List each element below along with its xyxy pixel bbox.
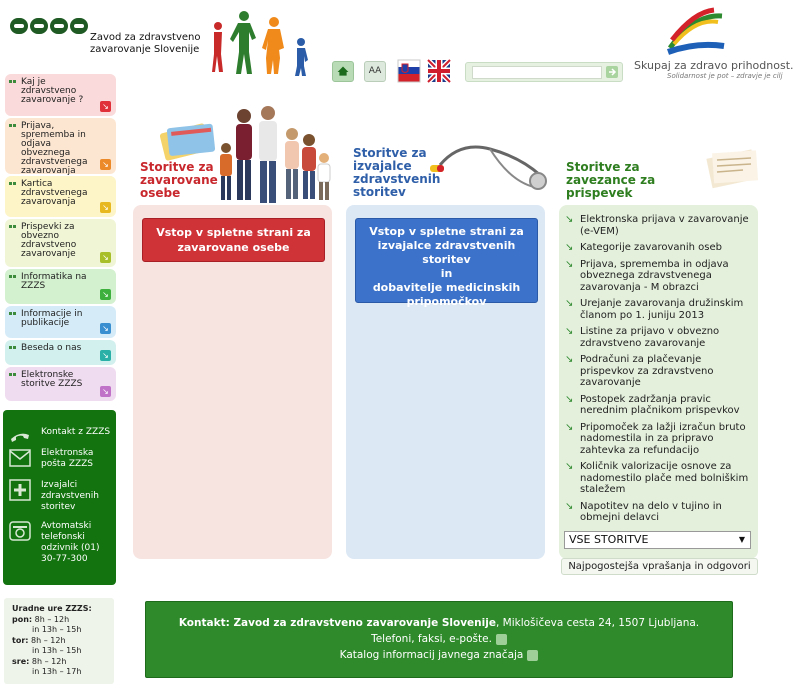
bullet-icon: [9, 80, 17, 84]
service-link[interactable]: [563, 422, 755, 457]
providers-title-line2: izvajalce: [353, 159, 412, 173]
search-submit-button[interactable]: [606, 66, 618, 78]
stethoscope-illustration: [430, 135, 550, 195]
campaign-tagline-sub: Solidarnost je pot – zdravje je cilj: [667, 72, 783, 80]
providers-label: Izvajalci zdravstvenih storitev: [41, 480, 99, 512]
bullet-icon: [9, 312, 17, 316]
office-hours-time-afternoon: in 13h – 15h: [32, 646, 82, 655]
footer-catalog-label: Katalog informacij javnega značaja: [339, 649, 524, 661]
documents-illustration: [703, 144, 759, 188]
service-link-label: Prijava, sprememba in odjava obveznega zdravstvenega zavarovanja - M obrazci: [580, 258, 729, 293]
providers-title-line1: Storitve za: [353, 146, 427, 160]
service-link-label: Kategorije zavarovanih oseb: [580, 242, 722, 253]
office-hours-row: [12, 636, 106, 647]
office-hours: [4, 598, 114, 684]
campaign-tagline: Skupaj za zdravo prihodnost.: [634, 59, 794, 72]
footer-contact-box: [145, 601, 733, 678]
zzzs-logo[interactable]: [10, 14, 92, 38]
service-link-label: Količnik valorizacije osnove za nadomestilo plače med bolniškim staležem: [580, 461, 749, 495]
silhouette-green: [230, 11, 256, 74]
office-hours-row: [12, 657, 106, 668]
bullet-icon: [9, 373, 17, 377]
office-hours-day: sre:: [12, 656, 30, 666]
taxpayers-title-line3: prispevek: [566, 186, 633, 200]
service-link[interactable]: [563, 326, 755, 349]
service-link[interactable]: [563, 501, 755, 524]
footer-catalog-link[interactable]: [146, 647, 732, 663]
footer-contact-address: , Miklošičeva cesta 24, 1507 Ljubljana.: [495, 617, 700, 629]
sidebar-nav-item[interactable]: [5, 176, 116, 217]
providers-button-line2: izvajalce zdravstvenih storitev: [377, 239, 516, 266]
arrow-down-right-icon: ↘: [565, 298, 574, 309]
providers-column-title: [353, 147, 440, 199]
logo-name-line2: zavarovanje Slovenije: [90, 44, 200, 55]
footer-line1: [146, 615, 732, 631]
service-link[interactable]: [563, 298, 755, 321]
sidebar-nav-item[interactable]: [5, 219, 116, 267]
sidebar-nav-label: Kaj je zdravstveno zavarovanje ?: [21, 77, 84, 105]
arrow-down-right-icon: ↘: [565, 214, 574, 225]
faq-button[interactable]: Najpogostejša vprašanja in odgovori: [561, 558, 758, 575]
providers-title-line3: zdravstvenih: [353, 172, 441, 186]
arrow-down-right-icon: ↘: [100, 289, 111, 300]
bullet-icon: [9, 124, 17, 128]
campaign-logo-icon: [664, 6, 726, 58]
services-select[interactable]: [564, 531, 751, 549]
service-link-label: Pripomoček za lažji izračun bruto nadomestila in za pripravo zahtevka za refundacijo: [580, 421, 746, 456]
service-link[interactable]: [563, 242, 755, 254]
silhouette-red: [212, 22, 223, 72]
footer-phones-link[interactable]: [146, 631, 732, 647]
bullet-icon: [9, 346, 17, 350]
silhouette-blue: [295, 38, 308, 76]
sidebar-nav-item[interactable]: [5, 269, 116, 304]
english-flag-button[interactable]: [428, 60, 450, 82]
bullet-icon: [9, 225, 17, 229]
service-link[interactable]: [563, 214, 755, 237]
service-link-label: Elektronska prijava v zavarovanje (e-VEM): [580, 214, 749, 237]
insured-title-line1: Storitve za: [140, 160, 214, 174]
providers-title-line4: storitev: [353, 185, 406, 199]
service-link[interactable]: [563, 461, 755, 496]
sidebar-nav-label: Prispevki za obvezno zdravstveno zavarovanje: [21, 222, 77, 259]
caret-down-icon: ▼: [738, 535, 745, 544]
bullet-icon: [9, 182, 17, 186]
providers-button-line5: pripomočkov: [406, 295, 487, 308]
plus-icon: [9, 480, 31, 500]
arrow-down-right-icon: ↘: [100, 101, 111, 112]
arrow-down-right-icon: ↘: [100, 159, 111, 170]
sidebar-nav-label: Beseda o nas: [21, 343, 82, 353]
insured-title-line2: zavarovane: [140, 173, 218, 187]
sidebar-nav-label: Prijava, sprememba in odjava obveznega zdravstvenega zavarovanja: [21, 121, 88, 176]
arrow-right-icon: [527, 650, 538, 661]
telephone-icon: [9, 521, 31, 541]
search-input[interactable]: [472, 66, 602, 79]
service-link[interactable]: [563, 259, 755, 294]
office-hours-time: 8h – 12h: [31, 635, 66, 645]
font-size-button[interactable]: AA: [364, 61, 386, 82]
arrow-right-icon: [496, 634, 507, 645]
sidebar-nav-label: Informatika na ZZZS: [21, 272, 87, 291]
arrow-down-right-icon: ↘: [100, 350, 111, 361]
silhouette-orange: [262, 17, 284, 74]
insured-button-line1: Vstop v spletne strani za: [156, 226, 311, 239]
bullet-icon: [9, 275, 17, 279]
service-link-label: Podračuni za plačevanje prispevkov za zdravstveno zavarovanje: [580, 354, 714, 388]
service-link-label: Urejanje zavarovanja družinskim članom po 1. juniju 2013: [580, 298, 744, 321]
service-link-label: Listine za prijavo v obvezno zdravstveno zavarovanje: [580, 326, 720, 349]
arrow-down-right-icon: ↘: [100, 252, 111, 263]
providers-button-line1: Vstop v spletne strani za: [369, 225, 524, 238]
insured-button-line2: zavarovane osebe: [177, 241, 290, 254]
arrow-right-icon: [606, 66, 618, 78]
envelope-icon: [9, 448, 31, 468]
footer-phones-label: Telefoni, faksi, e-pošte.: [371, 633, 492, 645]
contact-panel: [3, 410, 116, 585]
arrow-down-right-icon: ↘: [100, 386, 111, 397]
arrow-down-right-icon: ↘: [100, 202, 111, 213]
search-box: [465, 62, 623, 82]
providers-button-line3: in: [440, 267, 453, 280]
taxpayers-title-line1: Storitve za: [566, 160, 640, 174]
taxpayers-title-line2: zavezance za: [566, 173, 656, 187]
arrow-down-right-icon: ↘: [565, 258, 574, 270]
office-hours-time: 8h – 12h: [31, 656, 67, 666]
logo-text: [90, 32, 201, 56]
service-link[interactable]: [563, 394, 755, 417]
home-icon: [333, 62, 353, 81]
phone-receiver-icon: [9, 427, 31, 447]
family-silhouettes-illustration: [208, 10, 312, 78]
slovenian-flag-button[interactable]: [398, 60, 420, 82]
office-hours-time-afternoon: in 13h – 15h: [32, 625, 82, 634]
office-hours-day: pon:: [12, 614, 33, 624]
insurance-cards-illustration: [160, 118, 218, 158]
arrow-down-right-icon: ↘: [565, 421, 574, 433]
sidebar-nav-item[interactable]: [5, 340, 116, 365]
sidebar-nav-label: Informacije in publikacije: [21, 309, 83, 328]
office-hours-day: tor:: [12, 635, 29, 645]
services-select-value: VSE STORITVE: [569, 533, 649, 546]
insured-title-line3: osebe: [140, 186, 181, 200]
slovenian-flag-icon: [398, 60, 420, 82]
service-link[interactable]: [563, 354, 755, 389]
office-hours-title: Uradne ure ZZZS:: [12, 604, 92, 613]
office-hours-time: 8h – 12h: [34, 614, 70, 624]
logo-name-line1: Zavod za zdravstveno: [90, 32, 201, 43]
office-hours-row: [12, 615, 106, 626]
arrow-down-right-icon: ↘: [565, 500, 574, 512]
services-link-list: [563, 214, 755, 529]
uk-flag-icon: [428, 60, 450, 82]
arrow-down-right-icon: ↘: [565, 393, 574, 405]
arrow-down-right-icon: ↘: [565, 242, 574, 253]
taxpayers-column-title: [566, 161, 655, 200]
home-button[interactable]: [332, 61, 354, 82]
sidebar-nav-item[interactable]: [5, 367, 116, 401]
arrow-down-right-icon: ↘: [565, 461, 574, 472]
insured-column-title: [140, 161, 218, 200]
providers-button-line4: dobavitelje medicinskih: [372, 281, 521, 294]
service-link-label: Napotitev na delo v tujino in obmejni delavci: [580, 500, 722, 523]
arrow-down-right-icon: ↘: [565, 354, 574, 365]
sidebar-nav-label: Kartica zdravstvenega zavarovanja: [21, 179, 88, 207]
phone-responder-label: Avtomatski telefonski odzivnik (01) 30-77-300: [41, 521, 100, 564]
sidebar-nav-label: Elektronske storitve ZZZS: [21, 370, 83, 389]
insured-entry-button[interactable]: [142, 218, 325, 262]
contact-label: Kontakt z ZZZS: [41, 427, 111, 437]
providers-entry-button[interactable]: [355, 218, 538, 308]
arrow-down-right-icon: ↘: [100, 323, 111, 334]
family-photo: [214, 104, 332, 206]
arrow-down-right-icon: ↘: [565, 326, 574, 337]
sidebar-nav-item[interactable]: [5, 118, 116, 174]
sidebar-nav-item[interactable]: [5, 74, 116, 116]
service-link-label: Postopek zadržanja pravic nerednim plačnikom prispevkov: [580, 393, 740, 416]
email-label: Elektronska pošta ZZZS: [41, 448, 94, 469]
footer-contact-bold: Kontakt: Zavod za zdravstveno zavarovanje Slovenije: [178, 617, 496, 629]
sidebar-nav-item[interactable]: [5, 306, 116, 338]
office-hours-time-afternoon: in 13h – 17h: [32, 667, 82, 676]
